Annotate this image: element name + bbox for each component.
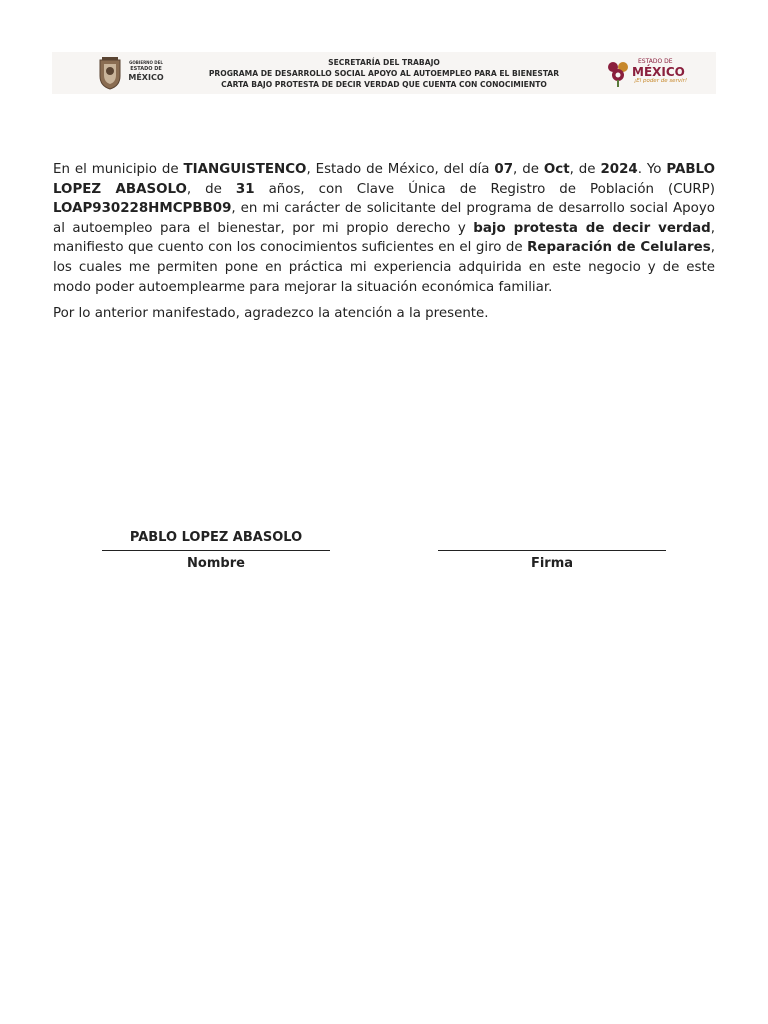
protesta-phrase: bajo protesta de decir verdad — [473, 220, 711, 236]
text-segment: , de — [569, 162, 601, 177]
text-segment: , los cuales me permiten pone en práctica mi experiencia adquirida en este negocio y de este modo poder autoemplearme para mejorar la situación económica familiar. — [53, 240, 715, 295]
firma-signature-block — [438, 528, 666, 575]
letter-body — [53, 160, 715, 324]
nombre-value: PABLO LOPEZ ABASOLO — [53, 162, 715, 197]
name-signature-block — [102, 528, 330, 575]
header-title-programa: PROGRAMA DE DESARROLLO SOCIAL APOYO AL AUTOEMPLEO PARA EL BIENESTAR — [208, 69, 560, 78]
anio-value: 2024 — [600, 162, 638, 177]
text-segment: , de — [513, 162, 544, 177]
text-segment: , de — [186, 181, 236, 197]
text-segment: , en mi carácter de solicitante del programa de desarrollo social Apoyo al autoempleo para el bienestar, por mi propio derecho y — [53, 201, 715, 236]
text-segment: , manifiesto que cuento con los conocimientos suficientes en el giro de — [53, 220, 715, 256]
letter-paragraph-2: Por lo anterior manifestado, agradezco la atención a la presente. — [53, 306, 489, 322]
text-segment: , Estado de México, del día — [306, 162, 495, 177]
text-segment: . Yo — [637, 162, 667, 177]
name-line — [102, 550, 330, 551]
dia-value: 07 — [494, 162, 514, 177]
signer-name: PABLO LOPEZ ABASOLO — [129, 530, 303, 545]
logo-left-line2: ESTADO DE — [130, 66, 162, 72]
logo-right-mexico: MÉXICO — [632, 65, 685, 79]
text-segment: En el municipio de — [53, 162, 184, 177]
logo-left-line1: GOBIERNO DEL — [129, 60, 163, 65]
signature-field — [438, 528, 666, 548]
curp-value: LOAP930228HMCPBB09 — [53, 201, 232, 217]
municipio-value: TIANGUISTENCO — [183, 162, 307, 177]
firma-label: Firma — [530, 556, 574, 571]
estado-de-mexico-logo — [604, 56, 694, 90]
header-titles — [182, 57, 586, 90]
logo-right-slogan: ¡El poder de servir! — [634, 78, 688, 84]
name-label: Nombre — [187, 556, 245, 571]
logo-right-estado: ESTADO DE — [638, 58, 673, 65]
logo-left-wordmark — [126, 61, 166, 82]
header-title-carta: CARTA BAJO PROTESTA DE DECIR VERDAD QUE CUENTA CON CONOCIMIENTO — [221, 80, 547, 89]
signature-line — [438, 550, 666, 551]
letter-paragraph-1 — [53, 160, 715, 297]
giro-value: Reparación de Celulares — [527, 240, 711, 256]
text-segment: años, con Clave Única de Registro de Población (CURP) — [254, 181, 715, 197]
logo-left-line3: MÉXICO — [128, 73, 164, 82]
flower-emblem-icon — [604, 58, 632, 88]
edad-value: 31 — [235, 181, 255, 197]
document-header — [52, 52, 716, 94]
gobierno-estado-mexico-logo — [96, 56, 166, 90]
state-seal-icon — [96, 56, 124, 90]
header-title-secretaria: SECRETARÍA DEL TRABAJO — [328, 58, 440, 67]
mes-value: Oct — [543, 162, 570, 177]
logo-right-wordmark — [632, 59, 694, 85]
